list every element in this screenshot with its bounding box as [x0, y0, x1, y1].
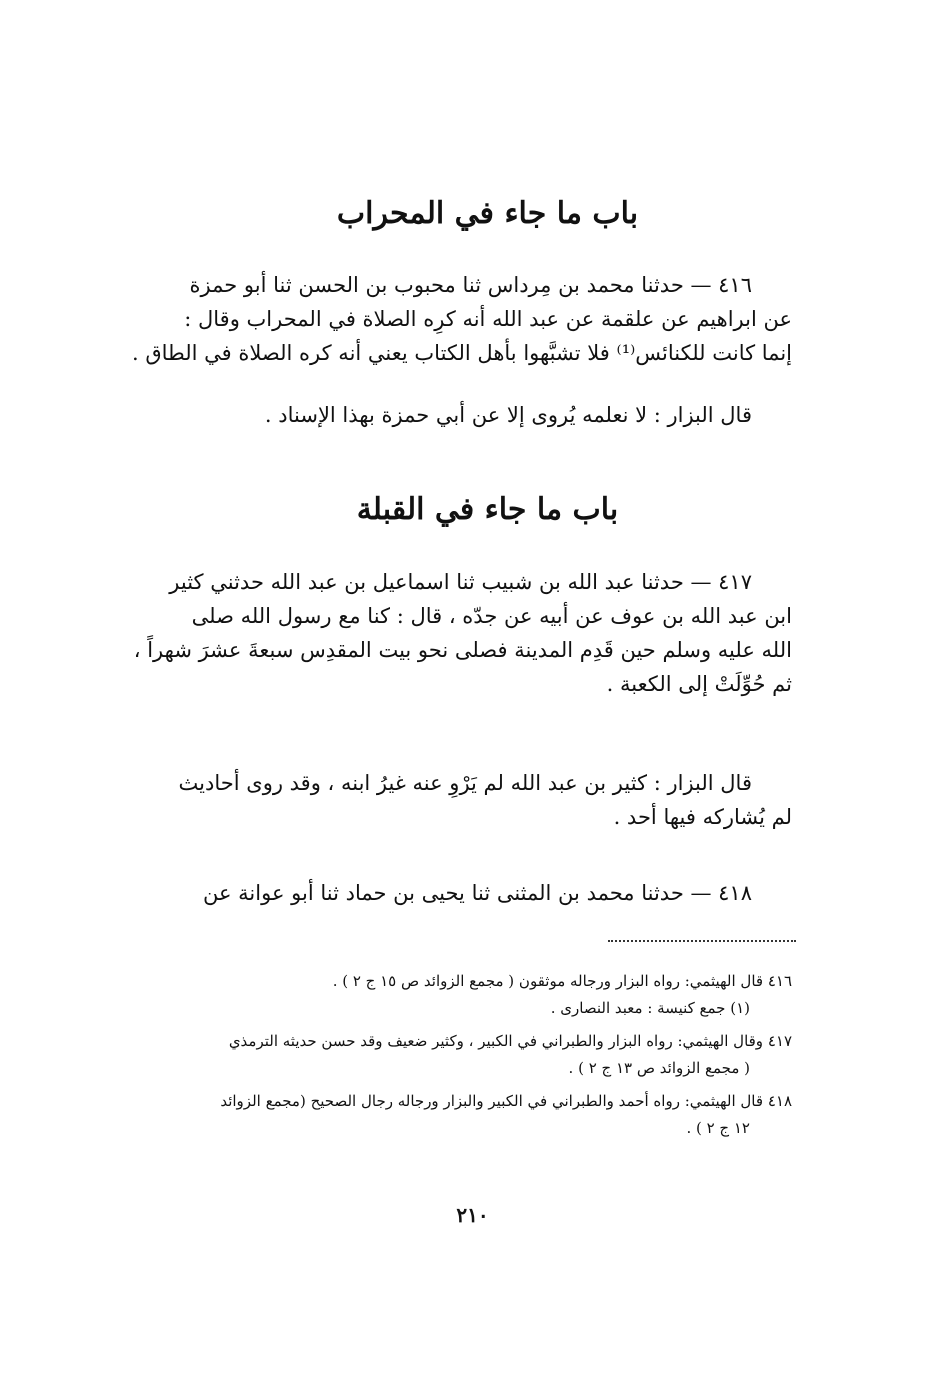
- hadith-417-comment-line-2: لم يُشاركه فيها أحد .: [613, 805, 792, 829]
- section-heading-qibla: باب ما جاء في القبلة: [356, 492, 619, 527]
- hadith-417-text: [112, 565, 792, 701]
- hadith-416-line-3: إنما كانت للكنائس⁽¹⁾ فلا تشبَّهوا بأهل الكتاب يعني أنه كره الصلاة في الطاق .: [132, 341, 792, 365]
- page-number: ٢١٠: [456, 1203, 489, 1227]
- hadith-417-comment: [112, 766, 792, 834]
- hadith-416-text: [112, 268, 792, 370]
- hadith-418-line-1: ٤١٨ — حدثنا محمد بن المثنى ثنا يحيى بن حماد ثنا أبو عوانة عن: [202, 881, 752, 905]
- hadith-416-line-2: عن ابراهيم عن علقمة عن عبد الله أنه كرِه الصلاة في المحراب وقال :: [184, 307, 792, 331]
- hadith-418-text: [112, 876, 792, 910]
- hadith-417-line-3: الله عليه وسلم حين قَدِم المدينة فصلى نحو بيت المقدِس سبعةَ عشرَ شهراً ،: [133, 638, 792, 662]
- footnote-417: ٤١٧ وقال الهيثمي: رواه البزار والطبراني في الكبير ، وكثير ضعيف وقد حسن حديثه الترمذي: [228, 1032, 792, 1050]
- hadith-417-line-1: ٤١٧ — حدثنا عبد الله بن شبيب ثنا اسماعيل بن عبد الله حدثني كثير: [169, 570, 752, 594]
- hadith-416-comment-line: قال البزار : لا نعلمه يُروى إلا عن أبي حمزة بهذا الإسناد .: [264, 403, 752, 427]
- hadith-417-line-4: ثم حُوِّلَتْ إلى الكعبة .: [606, 672, 792, 696]
- footnote-418: ٤١٨ قال الهيثمي: رواه أحمد والطبراني في الكبير والبزار ورجاله رجال الصحيح (مجمع الزوائد: [220, 1092, 792, 1110]
- hadith-417-comment-line-1: قال البزار : كثير بن عبد الله لم يَرْوِ عنه غيرُ ابنه ، وقد روى أحاديث: [178, 771, 752, 795]
- footnote-418-continued: ١٢ ج ٢ ) .: [686, 1119, 750, 1137]
- footnote-416: ٤١٦ قال الهيثمي: رواه البزار ورجاله موثقون ( مجمع الزوائد ص ١٥ ج ٢ ) .: [332, 972, 792, 990]
- footnote-417-continued: ( مجمع الزوائد ص ١٣ ج ٢ ) .: [568, 1059, 750, 1077]
- footnotes: [112, 968, 792, 1142]
- section-heading-mihrab: باب ما جاء في المحراب: [336, 196, 639, 231]
- footnote-416-note-1: (١) جمع كنيسة : معبد النصارى .: [550, 999, 750, 1017]
- hadith-416-line-1: ٤١٦ — حدثنا محمد بن مِرداس ثنا محبوب بن الحسن ثنا أبو حمزة: [189, 273, 752, 297]
- hadith-416-comment: [112, 398, 792, 432]
- hadith-417-line-2: ابن عبد الله بن عوف عن أبيه عن جدّه ، قال : كنا مع رسول الله صلى: [191, 604, 792, 628]
- footnote-divider: [608, 940, 796, 942]
